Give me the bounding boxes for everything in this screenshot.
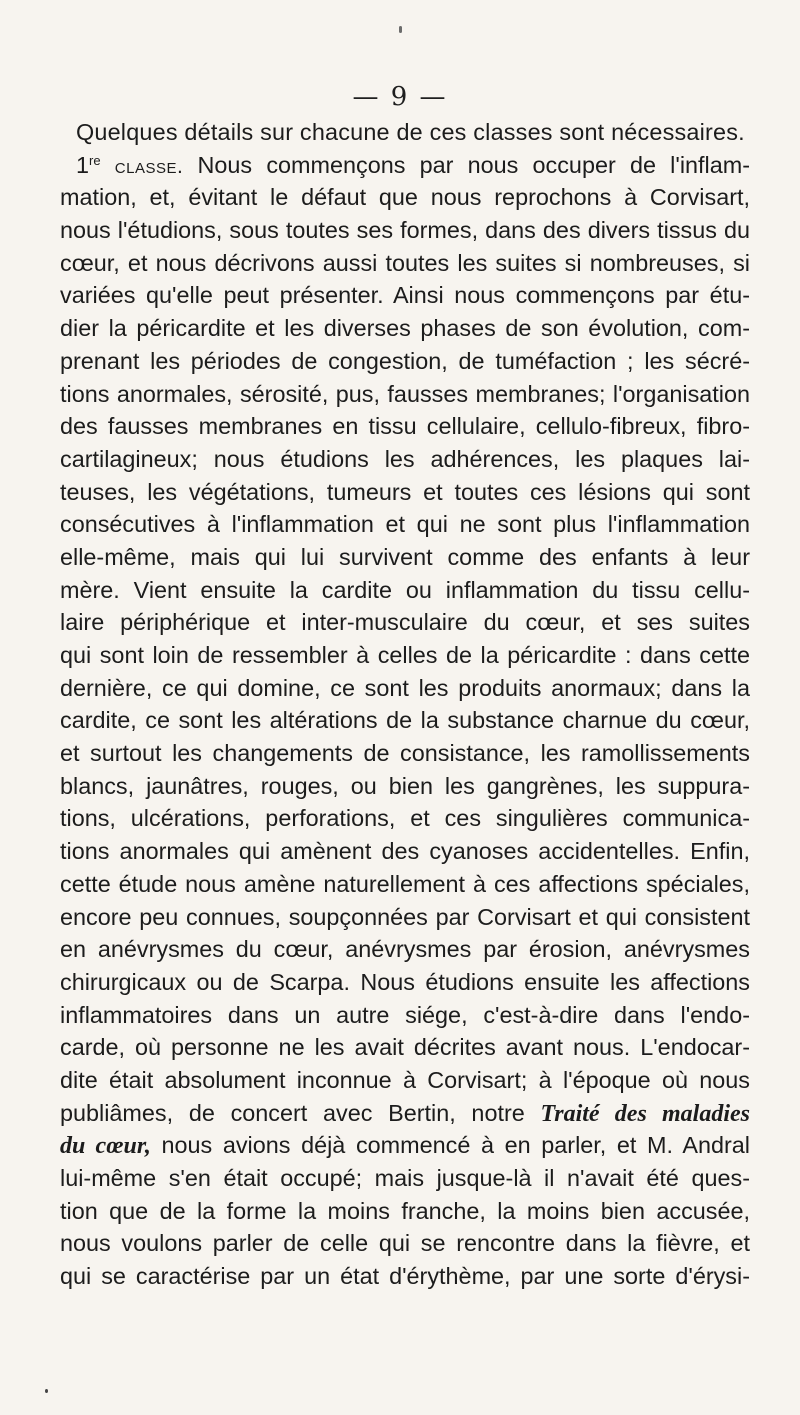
text-line: consécutives à l'inflammation et qui ne sont plus l'inflammation [60,511,750,538]
text-line: chirurgicaux ou de Scarpa. Nous étudions ensuite les affections [60,968,750,995]
text-line: elle-même, mais qui lui survivent comme des enfants à leur [60,543,750,570]
class-number: 1 [76,151,90,178]
page-number: — 9 — [352,82,448,112]
book-title: Traité des maladies [540,1100,750,1127]
text-span: Nous commençons par nous occuper de l'inflam- [197,151,750,178]
top-ink-mark [399,26,402,33]
text-line: et surtout les changements de consistance, les ramollissements [60,740,750,767]
text-line: laire périphérique et inter-musculaire du cœur, et ses suites [60,609,750,636]
text-line: carde, où personne ne les avait décrites avant nous. L'endocar- [60,1034,750,1061]
text-line: dier la péricardite et les diverses phases de son évolution, com- [60,315,750,342]
text-line: cartilagineux; nous étudions les adhérences, les plaques lai- [60,445,750,472]
text-line: mère. Vient ensuite la cardite ou inflammation du tissu cellu- [60,576,750,603]
text-line: qui se caractérise par un état d'érythème, par une sorte d'érysi- [60,1263,750,1290]
text-line: blancs, jaunâtres, rouges, ou bien les gangrènes, les suppura- [60,772,750,799]
text-line: des fausses membranes en tissu cellulaire, cellulo-fibreux, fibro- [60,413,750,440]
text-line [60,1129,750,1162]
text-line: cette étude nous amène naturellement à ces affections spéciales, [60,870,750,897]
text-line: Quelques détails sur chacune de ces classes sont nécessaires. [76,119,745,145]
text-line: dite était absolument inconnue à Corvisart; à l'époque où nous [60,1066,750,1093]
text-line: lui-même s'en était occupé; mais jusque-là il n'avait été ques- [60,1165,750,1191]
text-line: variées qu'elle peut présenter. Ainsi nous commençons par étu- [60,282,750,309]
text-line: cardite, ce sont les altérations de la substance charnue du cœur, [60,707,750,734]
text-line: tions anormales, sérosité, pus, fausses membranes; l'organisation [60,380,750,407]
text-line: cœur, et nous décrivons aussi toutes les suites si nombreuses, si [60,249,750,276]
text-span: nous avions déjà commencé à en parler, et M. Andral [161,1132,750,1159]
text-line: encore peu connues, soupçonnées par Corvisart et qui consistent [60,903,750,930]
text-line: en anévrysmes du cœur, anévrysmes par érosion, anévrysmes [60,936,750,963]
text-line: tions, ulcérations, perforations, et ces singulières communica- [60,805,750,832]
class-superscript: re [89,152,101,168]
text-line: nous voulons parler de celle qui se rencontre dans la fièvre, et [60,1230,750,1257]
text-line: prenant les périodes de congestion, de tuméfaction ; les sécré- [60,347,750,374]
text-line: inflammatoires dans un autre siége, c'est-à-dire dans l'endo- [60,1001,750,1028]
text-line: tion que de la forme la moins franche, la moins bien accusée, [60,1197,750,1224]
text-line [60,149,750,182]
text-line: mation, et, évitant le défaut que nous reprochons à Corvisart, [60,184,750,211]
text-line: teuses, les végétations, tumeurs et toutes ces lésions qui sont [60,478,750,505]
body-text [60,116,750,1293]
margin-ink-mark [45,1389,48,1393]
text-line: qui sont loin de ressembler à celles de la péricardite : dans cette [60,642,750,668]
text-line: dernière, ce qui domine, ce sont les produits anormaux; dans la [60,674,750,701]
book-title-cont: du cœur, [60,1133,151,1160]
text-span: publiâmes, de concert avec Bertin, notre [60,1099,525,1126]
text-line [60,1097,750,1130]
text-line: nous l'étudions, sous toutes ses formes, dans des divers tissus du [60,217,750,244]
text-line: tions anormales qui amènent des cyanoses accidentelles. Enfin, [60,838,750,865]
class-label: classe. [114,154,184,178]
